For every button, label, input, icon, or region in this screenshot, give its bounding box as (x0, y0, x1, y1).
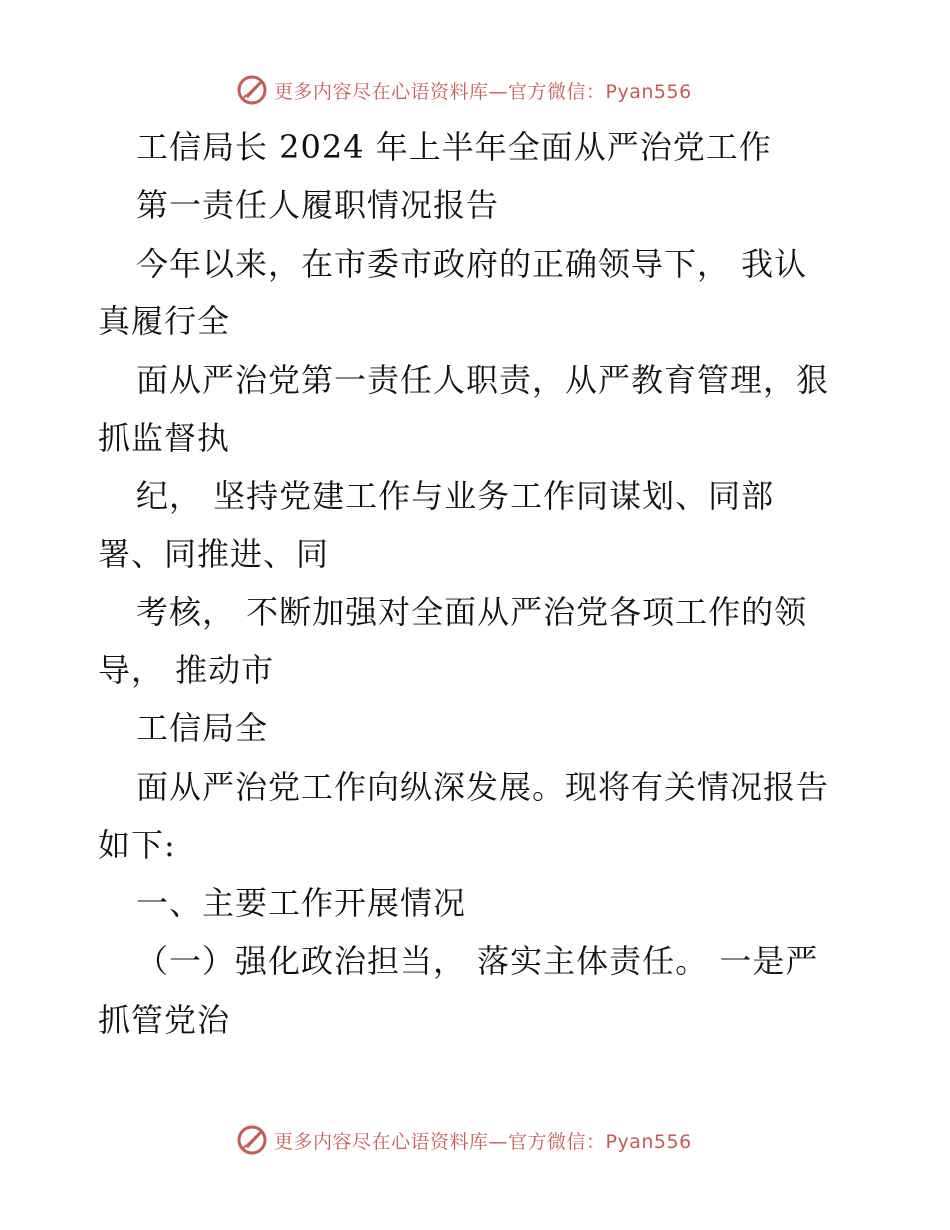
paragraph-line: 抓监督执 (98, 419, 231, 457)
paragraph-line: 面从严治党工作向纵深发展。现将有关情况报告 (136, 768, 830, 806)
paragraph-line: 署、同推进、同 (98, 535, 330, 573)
paragraph-line: 今年以来，在市委市政府的正确领导下， 我认 (136, 245, 808, 283)
paragraph-line: 如下: (98, 826, 176, 864)
title-line-1: 工信局长 2024 年上半年全面从严治党工作 (136, 128, 772, 166)
quill-circle-logo (236, 74, 268, 106)
paragraph-line: 纪， 坚持党建工作与业务工作同谋划、同部 (136, 477, 775, 515)
paragraph-line: 真履行全 (98, 302, 231, 340)
watermark-header (236, 72, 756, 108)
paragraph-line: （一）强化政治担当， 落实主体责任。 一是严 (136, 942, 819, 980)
watermark-text: 更多内容尽在心语资料库—官方微信：Pyan556 (274, 80, 692, 103)
paragraph-line: 工信局全 (136, 709, 269, 747)
paragraph-line: 抓管党治 (98, 1001, 231, 1039)
quill-circle-logo (236, 1124, 268, 1156)
paragraph-line: 面从严治党第一责任人职责，从严教育管理，狠 (136, 361, 830, 399)
watermark-footer (236, 1122, 756, 1158)
section-heading: 一、主要工作开展情况 (136, 884, 467, 922)
watermark-text: 更多内容尽在心语资料库—官方微信：Pyan556 (274, 1130, 692, 1153)
title-line-2: 第一责任人履职情况报告 (136, 186, 500, 224)
paragraph-line: 考核， 不断加强对全面从严治党各项工作的领 (136, 593, 808, 631)
paragraph-line: 导， 推动市 (98, 651, 275, 689)
